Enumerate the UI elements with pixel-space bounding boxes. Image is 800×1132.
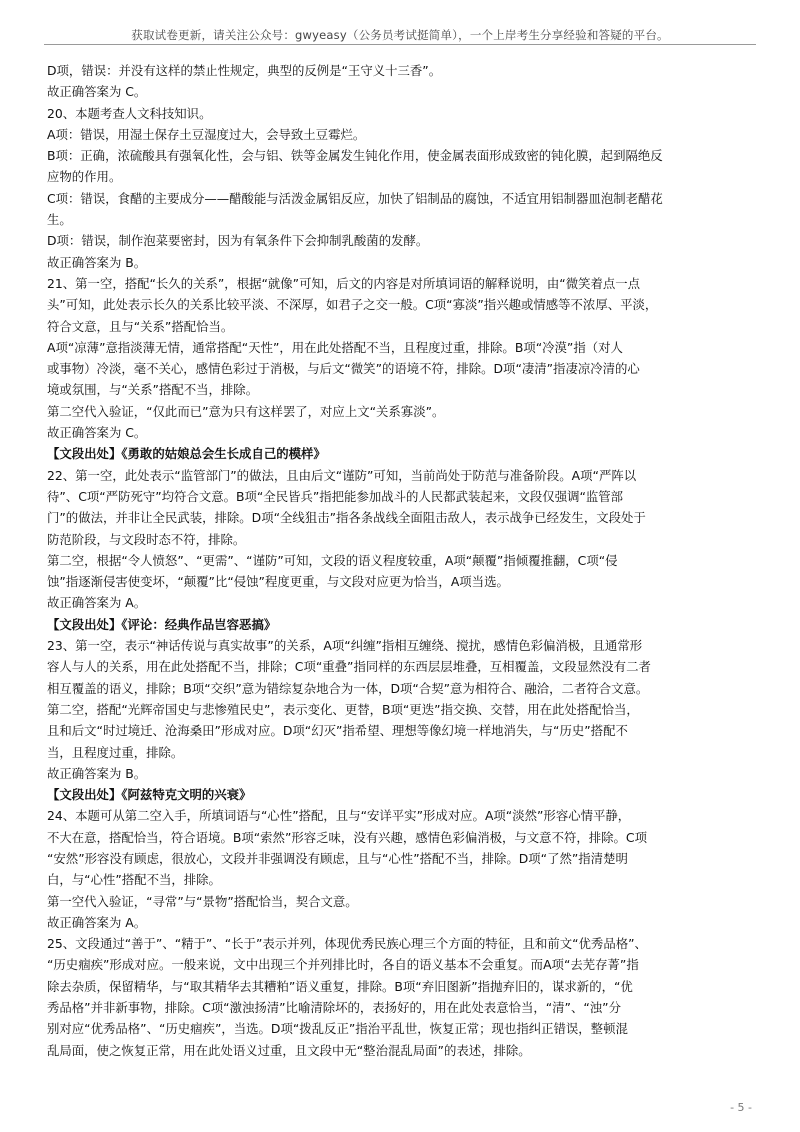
- text-line: 第二空，根据“令人愤怒”、“更需”、“谨防”可知，文段的语义程度较重，A项“颠覆”指倾覆推翻，C项“侵: [47, 552, 618, 568]
- text-line: 别对应“优秀品格”、“历史痼疾”，当选。D项“拨乱反正”指治平乱世，恢复正常；现也指纠正错误，整顿混: [47, 1021, 628, 1037]
- text-line: 22、第一空，此处表示“监管部门”的做法，且由后文“谨防”可知，当前尚处于防范与准备阶段。A项“严阵以: [47, 467, 637, 483]
- source-citation: 【文段出处】《评论：经典作品岂容恶搞》: [47, 616, 277, 632]
- source-citation: 【文段出处】《阿兹特克文明的兴衰》: [47, 787, 252, 803]
- text-line: 故正确答案为 A。: [47, 595, 147, 611]
- text-line: 且和后文“时过境迁、沧海桑田”形成对应。D项“幻灭”指希望、理想等像幻境一样地消失，与“历史”搭配不: [47, 723, 628, 739]
- text-line: 容人与人的关系，用在此处搭配不当，排除；C项“重叠”指同样的东西层层堆叠，互相覆盖，文段显然没有二者: [47, 659, 651, 675]
- text-line: 故正确答案为 B。: [47, 765, 147, 781]
- text-line: 第一空代入验证，“寻常”与“景物”搭配恰当，契合文意。: [47, 893, 358, 909]
- text-line: 故正确答案为 C。: [47, 84, 147, 100]
- header-divider: [44, 44, 756, 45]
- text-line: 25、文段通过“善于”、“精于”、“长于”表示并列，体现优秀民族心理三个方面的特征，且和前文“优秀品格”、: [47, 936, 647, 952]
- text-line: 第二空代入验证，“仅此而已”意为只有这样罢了，对应上文“关系寡淡”。: [47, 403, 445, 419]
- text-line: 或事物）冷淡，毫不关心，感情色彩过于消极，与后文“微笑”的语境不符，排除。D项“凄清”指凄凉冷清的心: [47, 361, 640, 377]
- source-citation: 【文段出处】《勇敢的姑娘总会生长成自己的模样》: [47, 446, 326, 462]
- text-line: 乱局面，使之恢复正常，用在此处语义过重，且文段中无“整治混乱局面”的表述，排除。: [47, 1042, 531, 1058]
- text-line: 20、本题考查人文科技知识。: [47, 105, 212, 121]
- text-line: 待”、C项“严防死守”均符合文意。B项“全民皆兵”指把能参加战斗的人民都武装起来，文段仅强调“监管部: [47, 488, 624, 504]
- page-header: [0, 0, 800, 58]
- text-line: 故正确答案为 C。: [47, 425, 147, 441]
- text-line: 白，与“心性”搭配不当，排除。: [47, 872, 221, 888]
- text-line: 当，且程度过重，排除。: [47, 744, 184, 760]
- header-notice: 获取试卷更新，请关注公众号：gwyeasy（公务员考试挺简单），一个上岸考生分享经验和答疑的平台。: [131, 28, 669, 42]
- text-line: 秀品格”并非新事物，排除。C项“激浊扬清”比喻清除坏的，表扬好的，用在此处表意恰当，“清”、“浊”分: [47, 1000, 621, 1016]
- text-line: 故正确答案为 A。: [47, 914, 147, 930]
- text-line: C项：错误，食醋的主要成分——醋酸能与活泼金属铝反应，加快了铝制品的腐蚀，不适宜用铝制器皿泡制老醋花: [47, 190, 663, 206]
- text-line: A项“凉薄”意指淡薄无情，通常搭配“天性”，用在此处搭配不当，且程度过重，排除。B项“冷漠”指（对人: [47, 339, 623, 355]
- text-line: 故正确答案为 B。: [47, 254, 147, 270]
- text-line: 符合文意，且与“关系”搭配恰当。: [47, 318, 234, 334]
- text-line: 第二空，搭配“光辉帝国史与悲惨殖民史”，表示变化、更替，B项“更迭”指交换、交替，用在此处搭配恰当，: [47, 701, 639, 717]
- text-line: 应物的作用。: [47, 169, 122, 185]
- text-line: 24、本题可从第二空入手，所填词语与“心性”搭配，且与“安详平实”形成对应。A项“淡然”形容心情平静，: [47, 808, 631, 824]
- text-line: 23、第一空，表示“神话传说与真实故事”的关系，A项“纠缠”指相互缠绕、搅扰，感情色彩偏消极，且通常形: [47, 638, 643, 654]
- text-line: 生。: [47, 212, 72, 228]
- text-line: 蚀”指逐渐侵害使变坏，“颠覆”比“侵蚀”程度更重，与文段对应更为恰当，A项当选。: [47, 574, 509, 590]
- text-line: 21、第一空，搭配“长久的关系”，根据“就像”可知，后文的内容是对所填词语的解释说明，由“微笑着点一点: [47, 275, 641, 291]
- document-body: [47, 60, 761, 1061]
- text-line: 头”可知，此处表示长久的关系比较平淡、不深厚，如君子之交一般。C项“寡淡”指兴趣或情感等不浓厚、平淡，: [47, 297, 658, 313]
- text-line: 相互覆盖的语义，排除；B项“交织”意为错综复杂地合为一体，D项“合契”意为相符合、融洽，二者符合文意。: [47, 680, 649, 696]
- text-line: A项：错误，用湿土保存土豆湿度过大，会导致土豆霉烂。: [47, 126, 366, 142]
- text-line: 除去杂质，保留精华，与“取其精华去其糟粕”语义重复，排除。B项“弃旧图新”指抛弃旧的，谋求新的，“优: [47, 978, 633, 994]
- text-line: B项：正确，浓硫酸具有强氧化性，会与铝、铁等金属发生钝化作用，使金属表面形成致密的钝化膜，起到隔绝反: [47, 148, 663, 164]
- text-line: “安然”形容没有顾虑，很放心，文段并非强调没有顾虑，且与“心性”搭配不当，排除。D项“了然”指清楚明: [47, 850, 628, 866]
- text-line: 门”的做法，并非让全民武装，排除。D项“全线狙击”指各条战线全面阻击敌人，表示战争已经发生，文段处于: [47, 510, 646, 526]
- text-line: D项：错误，制作泡菜要密封，因为有氧条件下会抑制乳酸菌的发酵。: [47, 233, 429, 249]
- text-line: D项，错误：并没有这样的禁止性规定，典型的反例是“王守义十三香”。: [47, 63, 442, 78]
- text-line: 不大在意，搭配恰当，符合语境。B项“索然”形容乏味，没有兴趣，感情色彩偏消极，与文意不符，排除。C项: [47, 829, 647, 845]
- text-line: “历史痼疾”形成对应。一般来说，文中出现三个并列排比时，各自的语义基本不会重复。而A项“去芜存菁”指: [47, 957, 639, 973]
- page-number: - 5 -: [730, 1101, 752, 1114]
- text-line: 境或氛围，与“关系”搭配不当，排除。: [47, 382, 259, 398]
- text-line: 防范阶段，与文段时态不符，排除。: [47, 531, 246, 547]
